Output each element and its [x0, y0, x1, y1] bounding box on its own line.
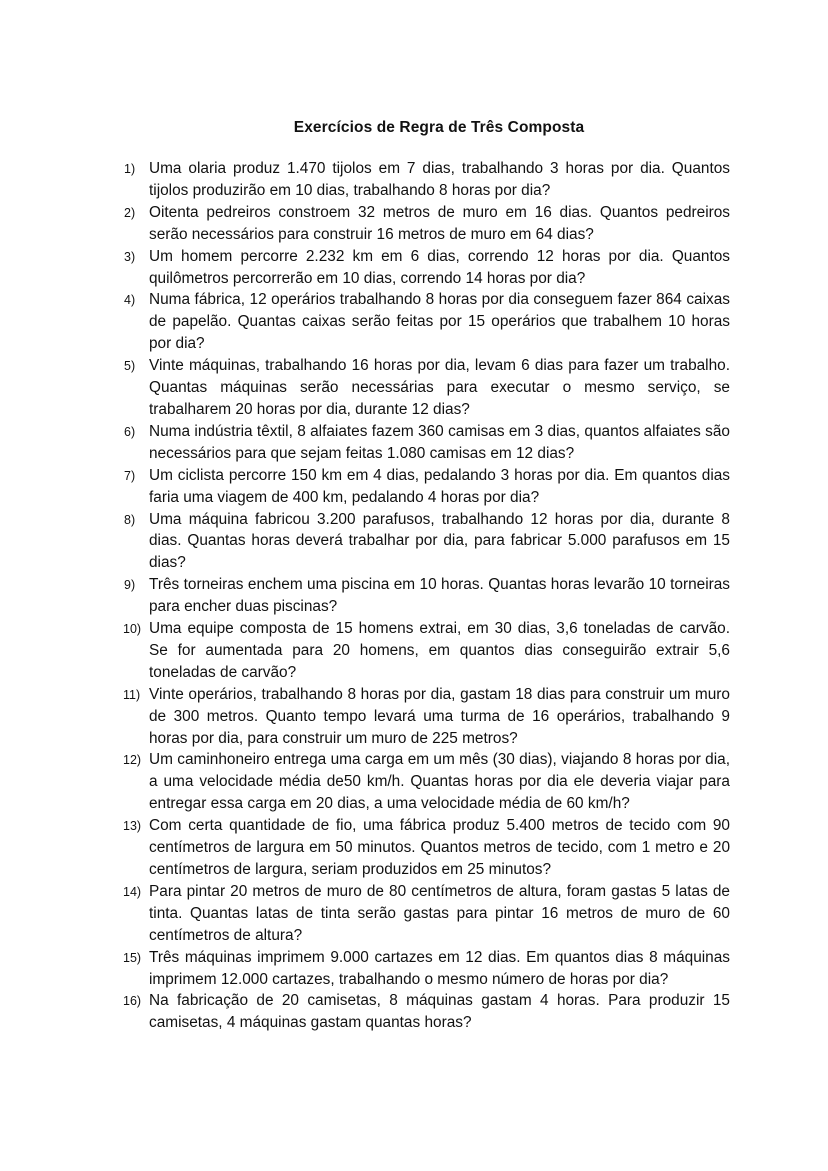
exercise-text: Na fabricação de 20 camisetas, 8 máquinas gastam 4 horas. Para produzir 15 camisetas, 4 máquinas gastam quantas horas? — [149, 992, 730, 1032]
exercise-list — [120, 158, 730, 1034]
exercise-text: Para pintar 20 metros de muro de 80 centímetros de altura, foram gastas 5 latas de tinta. Quantas latas de tinta serão gastas para pintar 16 metros de muro de 60 centímetros de altura? — [149, 882, 730, 944]
exercise-item — [120, 158, 730, 202]
exercise-number: 3) — [124, 249, 136, 264]
exercise-text: Três máquinas imprimem 9.000 cartazes em 12 dias. Em quantos dias 8 máquinas imprimem 12.000 cartazes, trabalhando o mesmo número de horas por dia? — [149, 948, 730, 988]
exercise-item — [120, 421, 730, 465]
exercise-item — [120, 465, 730, 509]
exercise-number: 9) — [124, 578, 136, 593]
exercise-number: 13) — [123, 819, 142, 834]
exercise-item — [120, 202, 730, 246]
exercise-text: Um caminhoneiro entrega uma carga em um mês (30 dias), viajando 8 horas por dia, a uma velocidade média de50 km/h. Quantas horas por dia ele deveria viajar para entregar essa carga em 20 dias, a uma velocidade média de 60 km/h? — [149, 751, 730, 813]
exercise-number: 5) — [124, 359, 136, 374]
exercise-number: 7) — [124, 468, 136, 483]
exercise-item — [120, 684, 730, 750]
exercise-text: Um ciclista percorre 150 km em 4 dias, pedalando 3 horas por dia. Em quantos dias faria uma viagem de 400 km, pedalando 4 horas por dia? — [149, 466, 730, 506]
exercise-text: Uma equipe composta de 15 homens extrai, em 30 dias, 3,6 toneladas de carvão. Se for aumentada para 20 homens, em quantos dias conseguirão extrair 5,6 toneladas de carvão? — [149, 620, 730, 681]
exercise-item — [120, 815, 730, 881]
exercise-number: 1) — [124, 162, 136, 176]
exercise-item — [120, 355, 730, 421]
exercise-number: 11) — [123, 687, 141, 702]
exercise-text: Três torneiras enchem uma piscina em 10 horas. Quantas horas levarão 10 torneiras para encher duas piscinas? — [149, 576, 730, 616]
exercise-number: 6) — [124, 424, 136, 439]
exercise-text: Numa fábrica, 12 operários trabalhando 8 horas por dia conseguem fazer 864 caixas de papelão. Quantas caixas serão feitas por 15 operários que trabalhem 10 horas por dia? — [149, 291, 730, 353]
exercise-text: Oitenta pedreiros constroem 32 metros de muro em 16 dias. Quantos pedreiros serão necessários para construir 16 metros de muro em 64 dias? — [149, 203, 730, 243]
exercise-text: Vinte máquinas, trabalhando 16 horas por dia, levam 6 dias para fazer um trabalho. Quantas máquinas serão necessárias para executar o mesmo serviço, se trabalharem 20 horas por dia, durante 12 dias? — [149, 357, 730, 418]
exercise-text: Vinte operários, trabalhando 8 horas por dia, gastam 18 dias para construir um muro de 300 metros. Quanto tempo levará uma turma de 16 operários, trabalhando 9 horas por dia, para construir um muro de 225 metros? — [149, 685, 730, 747]
exercise-item — [120, 947, 730, 991]
exercise-item — [120, 574, 730, 618]
exercise-text: Um homem percorre 2.232 km em 6 dias, correndo 12 horas por dia. Quantos quilômetros percorrerão em 10 dias, correndo 14 horas por dia? — [149, 247, 730, 287]
exercise-text: Com certa quantidade de fio, uma fábrica produz 5.400 metros de tecido com 90 centímetros de largura em 50 minutos. Quantos metros de tecido, com 1 metro e 20 centímetros de largura, seriam produzidos em 25 minutos? — [149, 817, 730, 878]
exercise-item — [120, 618, 730, 684]
exercise-number: 12) — [123, 753, 142, 768]
exercise-text: Uma máquina fabricou 3.200 parafusos, trabalhando 12 horas por dia, durante 8 dias. Quantas horas deverá trabalhar por dia, para fabricar 5.000 parafusos em 15 dias? — [149, 510, 730, 572]
exercise-number: 14) — [123, 884, 142, 899]
exercise-item — [120, 509, 730, 575]
exercise-item — [120, 881, 730, 947]
exercise-item — [120, 289, 730, 355]
exercise-item — [120, 246, 730, 290]
page-title: Exercícios de Regra de Três Composta — [293, 119, 585, 136]
exercise-item — [120, 990, 730, 1034]
exercise-item — [120, 749, 730, 815]
exercise-number: 4) — [124, 293, 136, 308]
exercise-number: 16) — [123, 994, 142, 1009]
exercise-number: 10) — [123, 622, 142, 637]
exercise-text: Numa indústria têxtil, 8 alfaiates fazem 360 camisas em 3 dias, quantos alfaiates são necessários para que sejam feitas 1.080 camisas em 12 dias? — [149, 422, 730, 462]
exercise-number: 8) — [124, 512, 136, 527]
exercise-number: 2) — [124, 205, 136, 220]
exercise-number: 15) — [123, 950, 142, 965]
exercise-text: Uma olaria produz 1.470 tijolos em 7 dias, trabalhando 3 horas por dia. Quantos tijolos produzirão em 10 dias, trabalhando 8 horas por dia? — [149, 160, 730, 199]
